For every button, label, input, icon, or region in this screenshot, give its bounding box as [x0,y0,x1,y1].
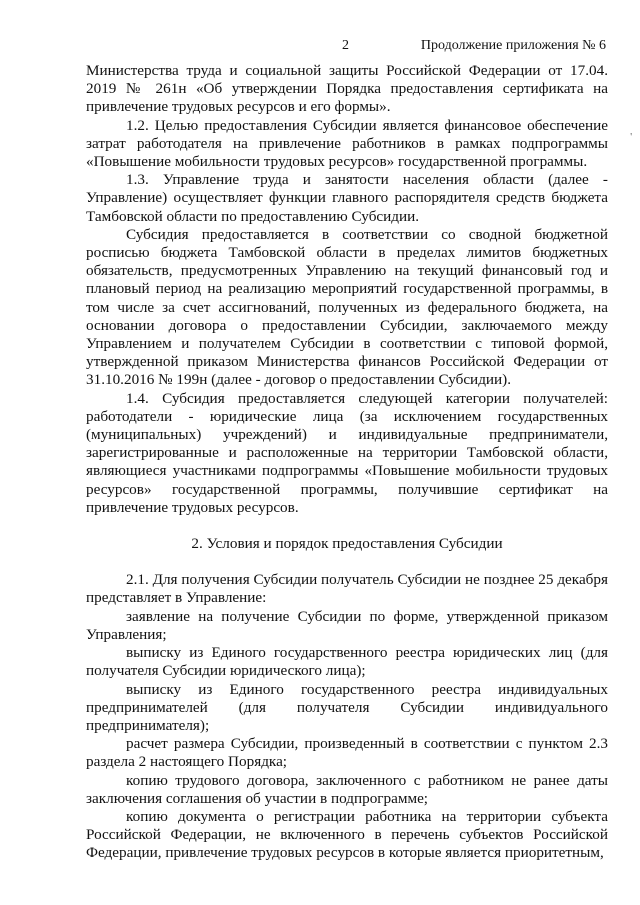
paragraph: Министерства труда и социальной защиты Российской Федерации от 17.04. 2019 № 261н «Об утверждении Порядка предоставления сертификата на привлечение трудовых ресурсов и его формы». [86,62,608,116]
document-body [86,62,608,863]
paragraph: 1.4. Субсидия предоставляется следующей категории получателей: работодатели - юридические лица (за исключением государственных (муниципальных) учреждений) и индивидуальные предприниматели, зарегистрированные и расположенные на территории Тамбовской области, являющиеся участниками подпрограммы «Повышение мобильности трудовых ресурсов» государственной программы, получившие сертификат на привлечение трудовых ресурсов. [86,389,608,516]
section-title: 2. Условия и порядок предоставления Субсидии [191,535,503,553]
list-item: заявление на получение Субсидии по форме, утвержденной приказом Управления; [86,607,608,643]
list-item: расчет размера Субсидии, произведенный в соответствии с пунктом 2.3 раздела 2 настоящего Порядка; [86,735,608,771]
paragraph: 2.1. Для получения Субсидии получатель Субсидии не позднее 25 декабря представляет в Управление: [86,571,608,607]
margin-mark: ' [630,132,632,143]
list-item: выписку из Единого государственного реестра индивидуальных предпринимателей (для получателя Субсидии индивидуального предпринимателя); [86,680,608,734]
paragraph: 1.3. Управление труда и занятости населения области (далее - Управление) осуществляет функции главного распорядителя средств бюджета Тамбовской области по предоставлению Субсидии. [86,171,608,225]
page-number: 2 [342,38,349,53]
list-item: копию трудового договора, заключенного с работником не ранее даты заключения соглашения об участии в подпрограмме; [86,771,608,807]
header-note: Продолжение приложения № 6 [420,38,606,53]
list-item: копию документа о регистрации работника на территории субъекта Российской Федерации, не включенного в перечень субъектов Российской Федерации, привлечение трудовых ресурсов в которые является приоритетным, [86,807,608,862]
paragraph: 1.2. Целью предоставления Субсидии является финансовое обеспечение затрат работодателя на привлечение работников в рамках подпрограммы «Повышение мобильности трудовых ресурсов» государственной программы. [86,116,608,171]
paragraph: Субсидия предоставляется в соответствии со сводной бюджетной росписью бюджета Тамбовской области в пределах лимитов бюджетных обязательств, предусмотренных Управлению на текущий финансовый год и плановый период на реализацию мероприятий государственной программы, в том числе за счет ассигнований, полученных из федерального бюджета, на основании договора о предоставлении Субсидии, заключаемого между Управлением и получателем Субсидии в соответствии с типовой формой, утвержденной приказом Министерства финансов Российской Федерации от 31.10.2016 № 199н (далее - договор о предоставлении Субсидии). [86,225,608,389]
list-item: выписку из Единого государственного реестра юридических лиц (для получателя Субсидии юридического лица); [86,644,608,680]
